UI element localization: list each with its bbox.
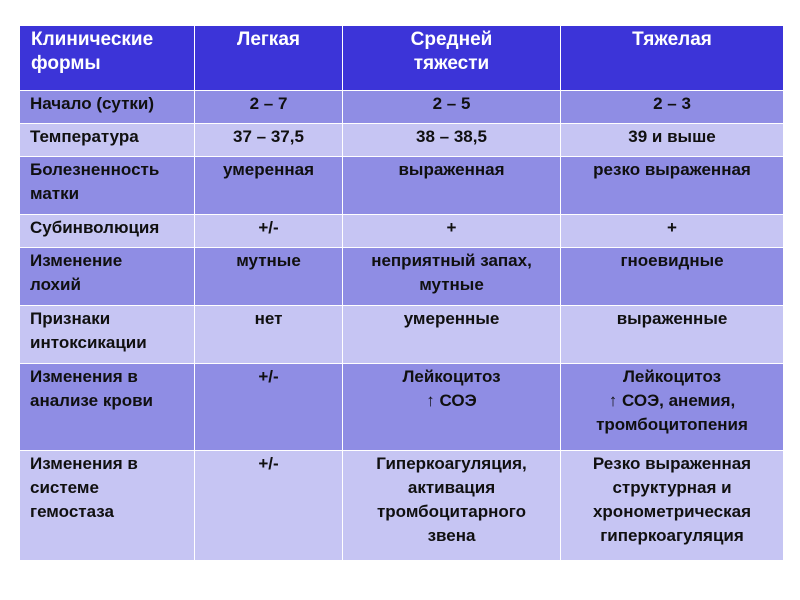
row-label: Изменение лохий: [20, 248, 195, 306]
cell-severe: 39 и выше: [561, 124, 784, 157]
cell-severe: +: [561, 215, 784, 248]
cell-moderate: неприятный запах, мутные: [343, 248, 561, 306]
cell-mild: +/-: [195, 364, 343, 451]
cell-mild: +/-: [195, 215, 343, 248]
row-label: Изменения в системе гемостаза: [20, 451, 195, 561]
cell-severe: гноевидные: [561, 248, 784, 306]
cell-mild: умеренная: [195, 157, 343, 215]
table-row: [20, 451, 784, 561]
table-row: [20, 364, 784, 451]
table-row: [20, 248, 784, 306]
cell-severe: резко выраженная: [561, 157, 784, 215]
cell-severe: выраженные: [561, 306, 784, 364]
cell-moderate: 38 – 38,5: [343, 124, 561, 157]
table-row: [20, 124, 784, 157]
cell-severe: Лейкоцитоз ↑ СОЭ, анемия, тромбоцитопения: [561, 364, 784, 451]
row-label: Признаки интоксикации: [20, 306, 195, 364]
clinical-forms-table: [19, 25, 784, 561]
clinical-forms-table-container: [19, 25, 783, 561]
cell-moderate: +: [343, 215, 561, 248]
row-label: Начало (сутки): [20, 91, 195, 124]
cell-moderate: 2 – 5: [343, 91, 561, 124]
cell-moderate: Лейкоцитоз ↑ СОЭ: [343, 364, 561, 451]
table-row: [20, 157, 784, 215]
table-row: [20, 215, 784, 248]
header-moderate: Средней тяжести: [343, 26, 561, 91]
row-label: Температура: [20, 124, 195, 157]
cell-mild: 2 – 7: [195, 91, 343, 124]
row-label: Изменения в анализе крови: [20, 364, 195, 451]
header-mild: Легкая: [195, 26, 343, 91]
header-row: [20, 26, 784, 91]
table-row: [20, 91, 784, 124]
cell-moderate: выраженная: [343, 157, 561, 215]
cell-moderate: умеренные: [343, 306, 561, 364]
row-label: Субинволюция: [20, 215, 195, 248]
cell-severe: Резко выраженная структурная и хронометрическая гиперкоагуляция: [561, 451, 784, 561]
cell-mild: +/-: [195, 451, 343, 561]
header-severe: Тяжелая: [561, 26, 784, 91]
cell-mild: нет: [195, 306, 343, 364]
cell-mild: мутные: [195, 248, 343, 306]
cell-moderate: Гиперкоагуляция, активация тромбоцитарного звена: [343, 451, 561, 561]
table-body: [20, 91, 784, 561]
header-clinical-forms: Клинические формы: [20, 26, 195, 91]
cell-severe: 2 – 3: [561, 91, 784, 124]
table-row: [20, 306, 784, 364]
cell-mild: 37 – 37,5: [195, 124, 343, 157]
table-header: [20, 26, 784, 91]
row-label: Болезненность матки: [20, 157, 195, 215]
